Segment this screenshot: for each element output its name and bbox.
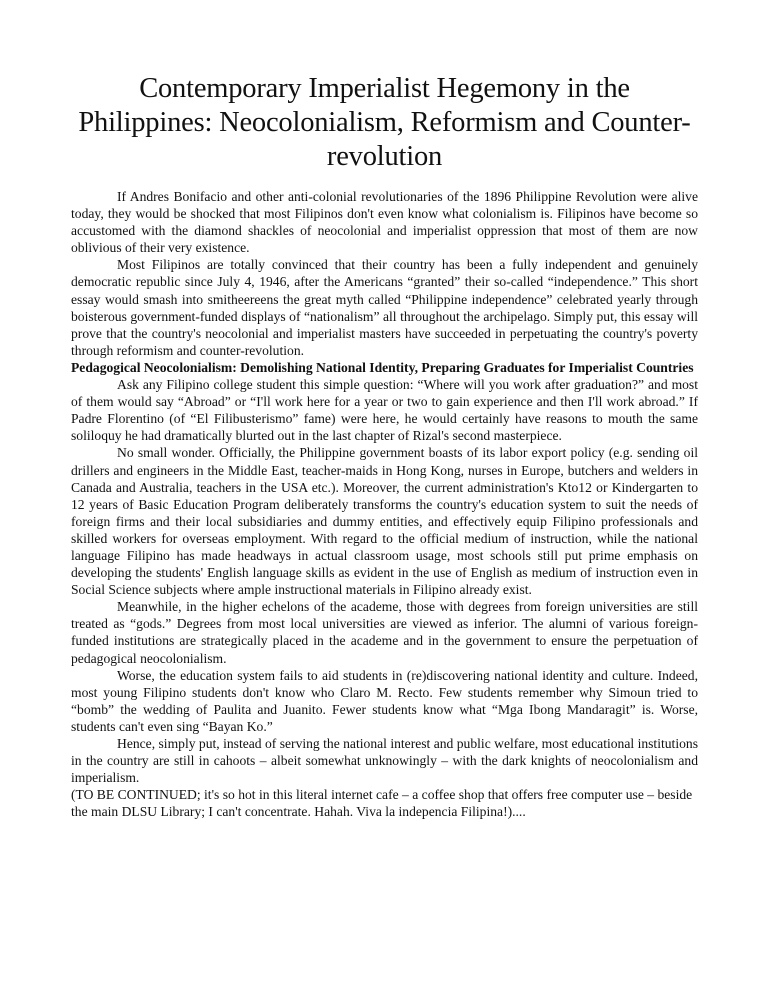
paragraph: Meanwhile, in the higher echelons of the academe, those with degrees from foreign universities are still treated as “gods.” Degrees from most local universities are viewed as inferior. The alumni of various foreign-funded institutions are strategically placed in the academe and in the government to ensure the perpetuation of pedagogical neocolonialism. bbox=[71, 599, 698, 666]
paragraph: Most Filipinos are totally convinced that their country has been a fully independent and genuinely democratic republic since July 4, 1946, after the Americans “granted” their so-called “independence.” This short essay would smash into smitheereens the great myth called “Philippine independence” celebrated yearly through boisterous government-funded displays of “nationalism” all throughout the archipelago. Simply put, this essay will prove that the country's neocolonial and imperialist masters have succeeded in perpetuating the country's poverty through reformism and counter-revolution. bbox=[71, 257, 698, 358]
document-title: Contemporary Imperialist Hegemony in the Philippines: Neocolonialism, Reformism and Counter-revolution bbox=[78, 73, 691, 172]
paragraph: If Andres Bonifacio and other anti-colonial revolutionaries of the 1896 Philippine Revolution were alive today, they would be shocked that most Filipinos don't even know what colonialism is. Filipinos have become so accustomed with the diamond shackles of neocolonial and imperialist oppression that most of them are now oblivious of their very existence. bbox=[71, 189, 698, 256]
document-body bbox=[71, 188, 698, 820]
document-page bbox=[71, 72, 698, 820]
closing-note: (TO BE CONTINUED; it's so hot in this literal internet cafe – a coffee shop that offers free computer use – beside the main DLSU Library; I can't concentrate. Hahah. Viva la indepencia Filipina!).... bbox=[71, 787, 693, 820]
paragraph: No small wonder. Officially, the Philippine government boasts of its labor export policy (e.g. sending oil drillers and engineers in the Middle East, teacher-maids in Hong Kong, nurses in Europe, butchers and welders in Canada and Australia, teachers in the USA etc.). Moreover, the current administration's Kto12 or Kindergarten to 12 years of Basic Education Program deliberately transforms the country's education system to suit the needs of foreign firms and their local subsidiaries and dummy entities, and effectively equip Filipino professionals and skilled workers for overseas employment. With regard to the official medium of instruction, while the national language Filipino has made headways in actual classroom usage, most schools still put prime emphasis on developing the students' English language skills as evident in the use of English as medium of instruction even in Social Science subjects where ample instructional materials in Filipino already exist. bbox=[71, 445, 698, 598]
paragraph: Ask any Filipino college student this simple question: “Where will you work after graduation?” and most of them would say “Abroad” or “I'll work here for a year or two to gain experience and then I'll work abroad.” If Padre Florentino (of “El Filibusterismo” fame) were here, he would certainly have reasons to mouth the same soliloquy he had dramatically blurted out in the last chapter of Rizal's second masterpiece. bbox=[71, 377, 698, 444]
section-heading: Pedagogical Neocolonialism: Demolishing National Identity, Preparing Graduates for Imperialist Countries bbox=[71, 359, 694, 375]
paragraph: Worse, the education system fails to aid students in (re)discovering national identity and culture. Indeed, most young Filipino students don't know who Claro M. Recto. Few students remember why Simoun tried to “bomb” the wedding of Paulita and Juanito. Fewer students know what “Mga Ibong Mandaragit” is. Worse, students can't even sing “Bayan Ko.” bbox=[71, 667, 698, 734]
paragraph: Hence, simply put, instead of serving the national interest and public welfare, most educational institutions in the country are still in cahoots – albeit somewhat unknowingly – with the dark knights of neocolonialism and imperialism. bbox=[71, 736, 698, 786]
